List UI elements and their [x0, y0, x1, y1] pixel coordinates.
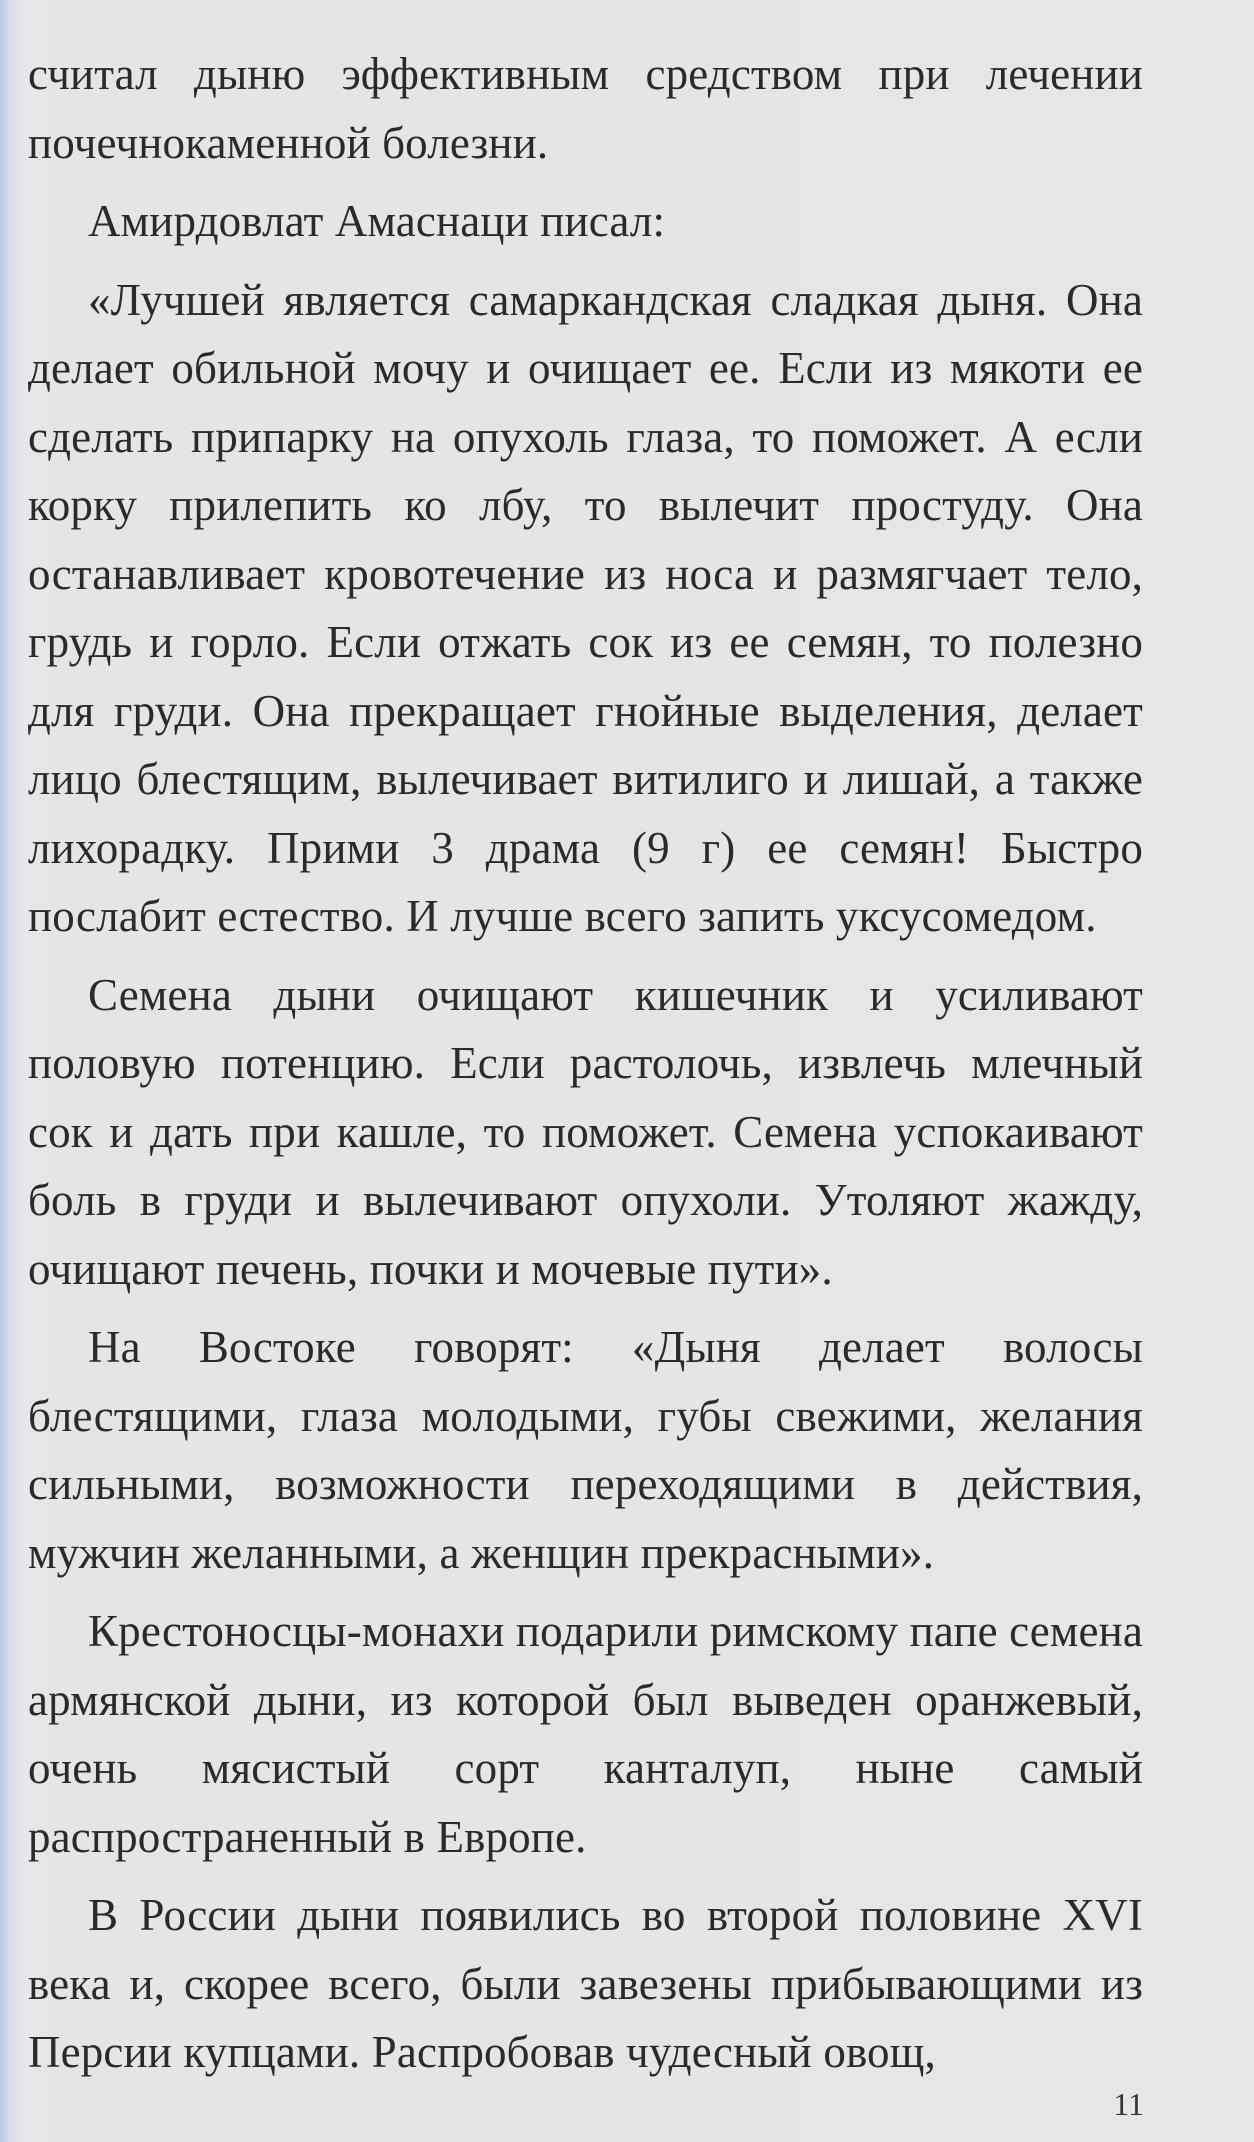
paragraph-russia: В России дыни появились во второй половине XVI века и, скорее всего, были завезены прибывающими из Персии купцами. Распробовав чудесный овощ, — [28, 1890, 1143, 2077]
paragraph-continuation: считал дыню эффективным средством при лечении почечнокаменной болезни. — [28, 49, 1143, 168]
paragraph-quote-samarkand: «Лучшей является самаркандская сладкая дыня. Она делает обильной мочу и очищает ее. Если из мякоти ее сделать припарку на опухоль глаза, то поможет. А если корку прилепить ко лбу, то вылечит простуду. Она останавливает кровотечение из носа и размягчает тело, грудь и горло. Если отжать сок из ее семян, то полезно для груди. Она прекращает гнойные выделения, делает лицо блестящим, вылечивает витилиго и лишай, а также лихорадку. Прими 3 драма (9 г) ее семян! Быстро послабит естество. И лучше всего запить уксусомедом. — [28, 274, 1143, 941]
body-text — [28, 40, 1143, 2097]
paragraph-amirdovlat-intro: Амирдовлат Амаснаци писал: — [88, 196, 666, 246]
page-number: 11 — [1113, 2086, 1144, 2122]
paragraph-east-saying: На Востоке говорят: «Дыня делает волосы блестящими, глаза молодыми, губы свежими, желания сильными, возможности переходящими в действия, мужчин желанными, а женщин прекрасными». — [28, 1322, 1143, 1578]
paragraph-crusaders: Крестоносцы-монахи подарили римскому папе семена армянской дыни, из которой был выведен оранжевый, очень мясистый сорт канталуп, ныне самый распространенный в Европе. — [28, 1606, 1143, 1862]
paragraph-seeds: Семена дыни очищают кишечник и усиливают половую потенцию. Если растолочь, извлечь млечный сок и дать при кашле, то поможет. Семена успокаивают боль в груди и вылечивают опухоли. Утоляют жажду, очищают печень, почки и мочевые пути». — [28, 969, 1143, 1294]
